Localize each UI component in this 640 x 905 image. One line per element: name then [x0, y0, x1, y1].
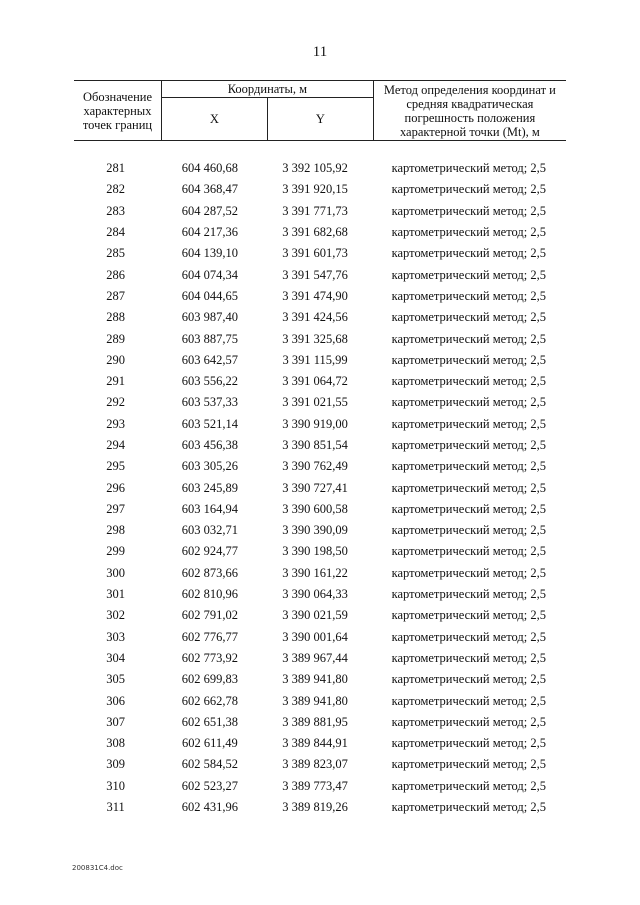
method-cell: картометрический метод; 2,5: [391, 629, 546, 644]
method-cell: картометрический метод; 2,5: [391, 757, 546, 772]
table-row: [74, 371, 566, 392]
method-cell: картометрический метод; 2,5: [391, 778, 546, 793]
table-row: [74, 754, 566, 775]
page-number: 11: [312, 44, 328, 60]
method-cell: картометрический метод; 2,5: [391, 438, 546, 452]
coord-x: 604 287,52: [181, 203, 238, 218]
coord-x: 603 521,14: [181, 416, 238, 431]
method-cell: картометрический метод; 2,5: [391, 352, 546, 367]
coord-x: 603 537,33: [181, 395, 238, 410]
method-cell: картометрический метод; 2,5: [391, 693, 546, 708]
table-header: [74, 80, 566, 141]
table-row: [74, 690, 566, 711]
table-row: [74, 499, 566, 520]
coord-y: 3 391 325,68: [282, 331, 348, 346]
table-row: [74, 158, 566, 179]
coord-y: 3 390 390,09: [282, 523, 348, 538]
table-row: [74, 243, 566, 264]
point-number: 301: [106, 587, 126, 602]
coord-y: 3 390 762,49: [282, 459, 348, 474]
coord-x: 602 776,77: [181, 629, 238, 644]
coord-x: 604 217,36: [181, 225, 238, 240]
point-number: 304: [106, 650, 126, 665]
table-row: [74, 669, 566, 690]
coord-x: 603 987,40: [181, 310, 238, 325]
table-row: [74, 435, 566, 456]
coord-x: 604 044,65: [181, 288, 238, 303]
point-number: 285: [106, 246, 126, 261]
method-cell: картометрический метод; 2,5: [391, 672, 546, 687]
coord-y: 3 389 881,95: [282, 714, 348, 729]
table-row: [74, 286, 566, 307]
coord-x: 603 642,57: [181, 352, 238, 367]
point-number: 310: [106, 778, 126, 793]
table-row: [74, 605, 566, 626]
coord-y: 3 390 600,58: [282, 501, 348, 516]
table-row: [74, 712, 566, 733]
table-row: [74, 797, 566, 818]
point-number: 292: [106, 395, 126, 410]
header-x: X: [161, 98, 267, 141]
coord-x: 602 431,96: [181, 800, 238, 815]
method-cell: картометрический метод; 2,5: [391, 310, 546, 325]
point-number: 303: [106, 629, 126, 644]
coord-x: 603 556,22: [181, 374, 238, 389]
header-method: Метод определения координат и средняя квадратическая погрешность положения характерной точки (Mt), м: [373, 81, 566, 141]
coord-y: 3 391 064,72: [282, 374, 348, 389]
point-number: 309: [106, 757, 126, 772]
coord-y: 3 391 115,99: [282, 352, 348, 367]
coord-y: 3 389 941,80: [282, 693, 348, 708]
coord-x: 603 245,89: [181, 480, 238, 495]
coord-y: 3 391 682,68: [282, 225, 348, 240]
coord-y: 3 389 967,44: [282, 650, 348, 665]
coord-x: 602 651,38: [181, 714, 238, 729]
coord-x: 602 773,92: [181, 650, 238, 665]
coord-y: 3 390 161,22: [282, 565, 348, 580]
point-number: 288: [106, 310, 126, 325]
method-cell: картометрический метод; 2,5: [391, 203, 546, 218]
method-cell: картометрический метод; 2,5: [391, 161, 546, 176]
coord-y: 3 391 920,15: [282, 182, 348, 197]
coord-x: 604 074,34: [181, 267, 238, 282]
point-number: 282: [106, 182, 126, 197]
coord-x: 602 791,02: [181, 608, 238, 623]
coord-x: 602 523,27: [181, 778, 238, 793]
point-number: 300: [106, 565, 126, 580]
table-row: [74, 456, 566, 477]
table-row: [74, 648, 566, 669]
point-number: 289: [106, 331, 126, 346]
header-y: Y: [267, 98, 373, 141]
coord-x: 603 164,94: [181, 501, 238, 516]
point-number: 294: [106, 438, 126, 452]
coord-y: 3 390 851,54: [282, 438, 348, 452]
method-cell: картометрический метод; 2,5: [391, 608, 546, 623]
method-cell: картометрический метод; 2,5: [391, 331, 546, 346]
coord-y: 3 389 844,91: [282, 736, 348, 751]
coord-x: 604 460,68: [181, 161, 238, 176]
coord-y: 3 391 021,55: [282, 395, 348, 410]
coord-x: 602 924,77: [181, 544, 238, 559]
table-row: [74, 584, 566, 605]
point-number: 281: [106, 161, 126, 176]
method-cell: картометрический метод; 2,5: [391, 225, 546, 240]
table-row: [74, 392, 566, 413]
header-coordinates: Координаты, м: [161, 81, 373, 98]
point-number: 293: [106, 416, 126, 431]
table-row: [74, 776, 566, 797]
point-number: 299: [106, 544, 126, 559]
method-cell: картометрический метод; 2,5: [391, 374, 546, 389]
table-row: [74, 627, 566, 648]
table-row: [74, 477, 566, 498]
method-cell: картометрический метод; 2,5: [391, 523, 546, 538]
point-number: 283: [106, 203, 126, 218]
point-number: 308: [106, 736, 126, 751]
point-number: 305: [106, 672, 126, 687]
point-number: 297: [106, 501, 126, 516]
point-number: 296: [106, 480, 126, 495]
method-cell: картометрический метод; 2,5: [391, 459, 546, 474]
coord-x: 602 584,52: [181, 757, 238, 772]
coord-x: 602 699,83: [181, 672, 238, 687]
table-row: [74, 179, 566, 200]
coord-y: 3 389 823,07: [282, 757, 348, 772]
point-number: 311: [106, 800, 125, 815]
point-number: 284: [106, 225, 126, 240]
table-row: [74, 222, 566, 243]
coord-x: 603 305,26: [181, 459, 238, 474]
point-number: 287: [106, 288, 126, 303]
coord-y: 3 389 819,26: [282, 800, 348, 815]
table-row: [74, 520, 566, 541]
coord-y: 3 392 105,92: [282, 161, 348, 176]
method-cell: картометрический метод; 2,5: [391, 714, 546, 729]
coordinates-table: [74, 80, 566, 818]
table-row: [74, 350, 566, 371]
coord-y: 3 389 773,47: [282, 778, 348, 793]
coord-x: 603 032,71: [181, 523, 238, 538]
coord-y: 3 391 474,90: [282, 288, 348, 303]
method-cell: картометрический метод; 2,5: [391, 587, 546, 602]
method-cell: картометрический метод; 2,5: [391, 650, 546, 665]
header-designation: Обозначение характерных точек границ: [74, 81, 161, 141]
point-number: 295: [106, 459, 126, 474]
coord-y: 3 390 021,59: [282, 608, 348, 623]
coord-y: 3 391 771,73: [282, 203, 348, 218]
table-row: [74, 733, 566, 754]
coord-x: 602 611,49: [181, 736, 238, 751]
coord-x: 603 456,38: [181, 438, 238, 452]
point-number: 286: [106, 267, 126, 282]
coord-y: 3 390 727,41: [282, 480, 348, 495]
coord-x: 602 662,78: [181, 693, 238, 708]
point-number: 307: [106, 714, 126, 729]
table-row: [74, 414, 566, 435]
method-cell: картометрический метод; 2,5: [391, 288, 546, 303]
coord-y: 3 390 064,33: [282, 587, 348, 602]
method-cell: картометрический метод; 2,5: [391, 544, 546, 559]
method-cell: картометрический метод; 2,5: [391, 736, 546, 751]
table-row: [74, 264, 566, 285]
coord-y: 3 391 424,56: [282, 310, 348, 325]
coord-x: 602 810,96: [181, 587, 238, 602]
coord-x: 602 873,66: [181, 565, 238, 580]
coord-y: 3 390 198,50: [282, 544, 348, 559]
point-number: 290: [106, 352, 126, 367]
table-body: [74, 158, 566, 818]
method-cell: картометрический метод; 2,5: [391, 501, 546, 516]
method-cell: картометрический метод; 2,5: [391, 246, 546, 261]
coord-y: 3 391 547,76: [282, 267, 348, 282]
coord-y: 3 390 001,64: [282, 629, 348, 644]
coord-y: 3 391 601,73: [282, 246, 348, 261]
table-row: [74, 201, 566, 222]
method-cell: картометрический метод; 2,5: [391, 800, 546, 815]
coord-y: 3 389 941,80: [282, 672, 348, 687]
point-number: 302: [106, 608, 126, 623]
coord-x: 603 887,75: [181, 331, 238, 346]
method-cell: картометрический метод; 2,5: [391, 182, 546, 197]
method-cell: картометрический метод; 2,5: [391, 565, 546, 580]
coord-x: 604 139,10: [181, 246, 238, 261]
table-row: [74, 541, 566, 562]
table-row: [74, 563, 566, 584]
method-cell: картометрический метод; 2,5: [391, 267, 546, 282]
point-number: 306: [106, 693, 126, 708]
coord-x: 604 368,47: [181, 182, 238, 197]
table-row: [74, 307, 566, 328]
point-number: 291: [106, 374, 126, 389]
table-row: [74, 328, 566, 349]
method-cell: картометрический метод; 2,5: [391, 416, 546, 431]
point-number: 298: [106, 523, 126, 538]
coord-y: 3 390 919,00: [282, 416, 348, 431]
footer-filename: 200831C4.doc: [72, 864, 123, 872]
method-cell: картометрический метод; 2,5: [391, 395, 546, 410]
method-cell: картометрический метод; 2,5: [391, 480, 546, 495]
